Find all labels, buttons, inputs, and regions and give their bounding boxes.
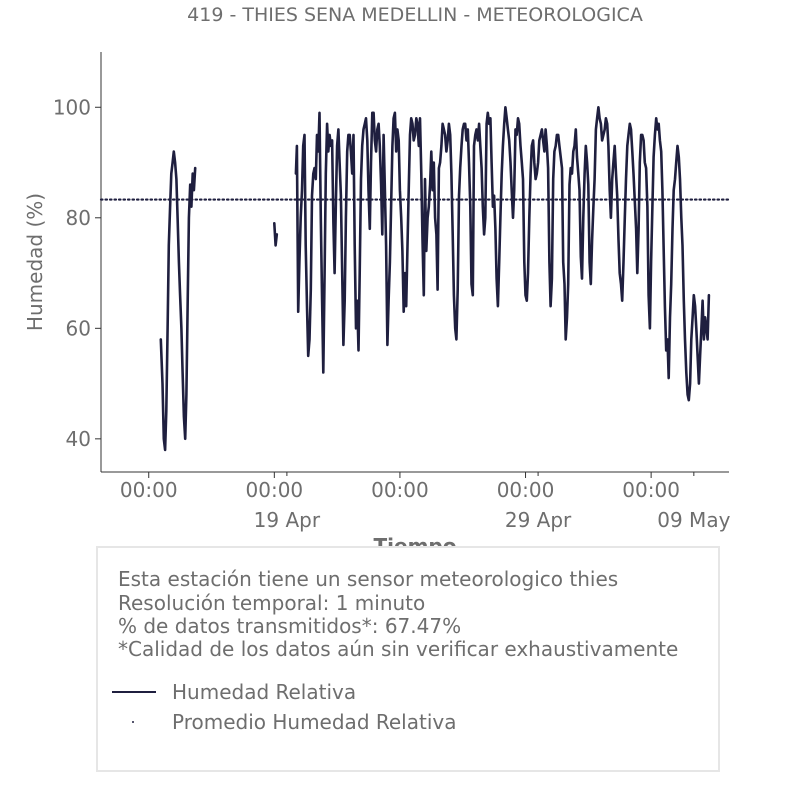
x-tick-label-time: 00:00 (245, 478, 304, 502)
info-line-station: Esta estación tiene un sensor meteorologico thies (118, 567, 619, 591)
x-tick-label-time: 00:00 (496, 478, 555, 502)
y-tick-label: 80 (65, 205, 91, 230)
info-line-transmitted: % de datos transmitidos*: 67.47% (118, 614, 462, 638)
plot-area (53, 52, 731, 532)
x-tick-label-time: 00:00 (622, 478, 680, 502)
legend-solid-line-icon (112, 691, 156, 693)
x-tick-label-date: 19 Apr (253, 508, 321, 532)
legend-label-promedio: Promedio Humedad Relativa (172, 710, 457, 734)
y-tick-label: 100 (52, 95, 91, 120)
y-tick-label: 40 (65, 426, 91, 451)
x-tick-label-time: 00:00 (371, 478, 429, 502)
y-tick-label: 60 (65, 316, 91, 341)
y-axis-label: Humedad (%) (23, 192, 47, 332)
x-tick-label-date: 09 May (657, 508, 731, 532)
x-tick-label-date: 29 Apr (504, 508, 572, 532)
legend-dotted-line-icon (112, 710, 156, 734)
info-line-resolution: Resolución temporal: 1 minuto (118, 591, 426, 615)
x-tick-label-time: 00:00 (119, 478, 178, 502)
legend-label-humedad: Humedad Relativa (172, 680, 357, 704)
series-line-humedad (161, 152, 195, 450)
chart-title: 419 - THIES SENA MEDELLIN - METEOROLOGICA (187, 4, 643, 26)
series-line-humedad (296, 107, 709, 400)
series-line-humedad (274, 223, 277, 245)
info-line-quality: *Calidad de los datos aún sin verificar exhaustivamente (118, 637, 679, 661)
legend-item-humedad (112, 680, 356, 704)
info-box (96, 546, 720, 772)
legend-item-promedio (112, 710, 456, 734)
